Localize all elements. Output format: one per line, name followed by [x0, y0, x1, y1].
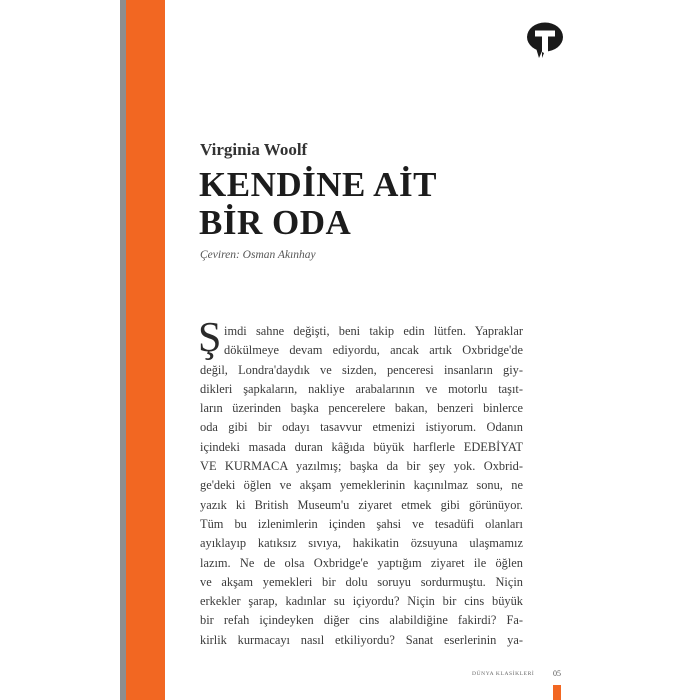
translator-credit: Çeviren: Osman Akınhay	[200, 249, 316, 261]
drop-cap: Ş	[198, 315, 222, 361]
text-line: yazık ki British Museum'u ziyaret etmek gibi görünüyor.	[200, 497, 523, 512]
text-line: lazım. Ne de olsa Oxbridge'e yaptığım ziyaret ile öğlen	[200, 555, 523, 570]
orange-spine-strip	[126, 0, 165, 700]
page-orange-marker	[553, 685, 561, 700]
text-line: VE KURMACA yazılmış; başka da bir şey yok. Oxbrid-	[200, 459, 523, 474]
page-number: 05	[553, 669, 561, 678]
text-line: ge'deki öğlen ve akşam yemeklerinin kaçınılmaz sonu, ne	[200, 478, 523, 493]
series-name: DÜNYA KLASİKLERİ	[472, 671, 535, 677]
text-line: oda gibi bir odayı tasavvur etmenizi istiyorum. Odanın	[200, 420, 523, 435]
text-line: ların üzerinden başka pencerelere bakan, benzeri binlerce	[200, 401, 523, 416]
author-name: Virginia Woolf	[200, 140, 308, 159]
text-line: içindeki masada duran kâğıda büyük harflerle EDEBİYAT	[200, 439, 523, 454]
body-text	[200, 322, 523, 650]
text-line: dikleri şapkaların, nakliye arabalarının ve motorlu taşıt-	[200, 381, 523, 396]
text-line: erkekler şarap, kadınlar su içiyordu? Niçin bir cins büyük	[200, 594, 523, 609]
text-line: dökülmeye devam ediyordu, ancak artık Oxbridge'de	[224, 343, 523, 358]
text-line: ve akşam yemekleri bir dolu soruyu sordurmuştu. Niçin	[200, 574, 523, 589]
text-line: değil, Londra'daydık ve sizden, penceresi insanların giy-	[200, 362, 523, 377]
title-line-1: KENDİNE AİT	[199, 165, 437, 204]
title-line-2: BİR ODA	[199, 203, 352, 242]
text-line: imdi sahne değişti, beni takip edin lütfen. Yapraklar	[224, 324, 523, 338]
t-speech-bubble-icon	[526, 22, 564, 58]
text-line: ayıklayıp katıksız sıvıya, hakikatin özsuyuna ulaşmamız	[200, 536, 523, 551]
text-line: kirlik kurmacayı nasıl etkiliyordu? Sanat eserlerinin ya-	[200, 632, 523, 647]
book-title	[199, 166, 437, 242]
text-line: Tüm bu izlenimlerin içinden şahsi ve tesadüfi olanları	[200, 516, 523, 531]
text-line: bir refah içindeyken diğer cins alabildiğine fakirdi? Fa-	[200, 613, 523, 628]
